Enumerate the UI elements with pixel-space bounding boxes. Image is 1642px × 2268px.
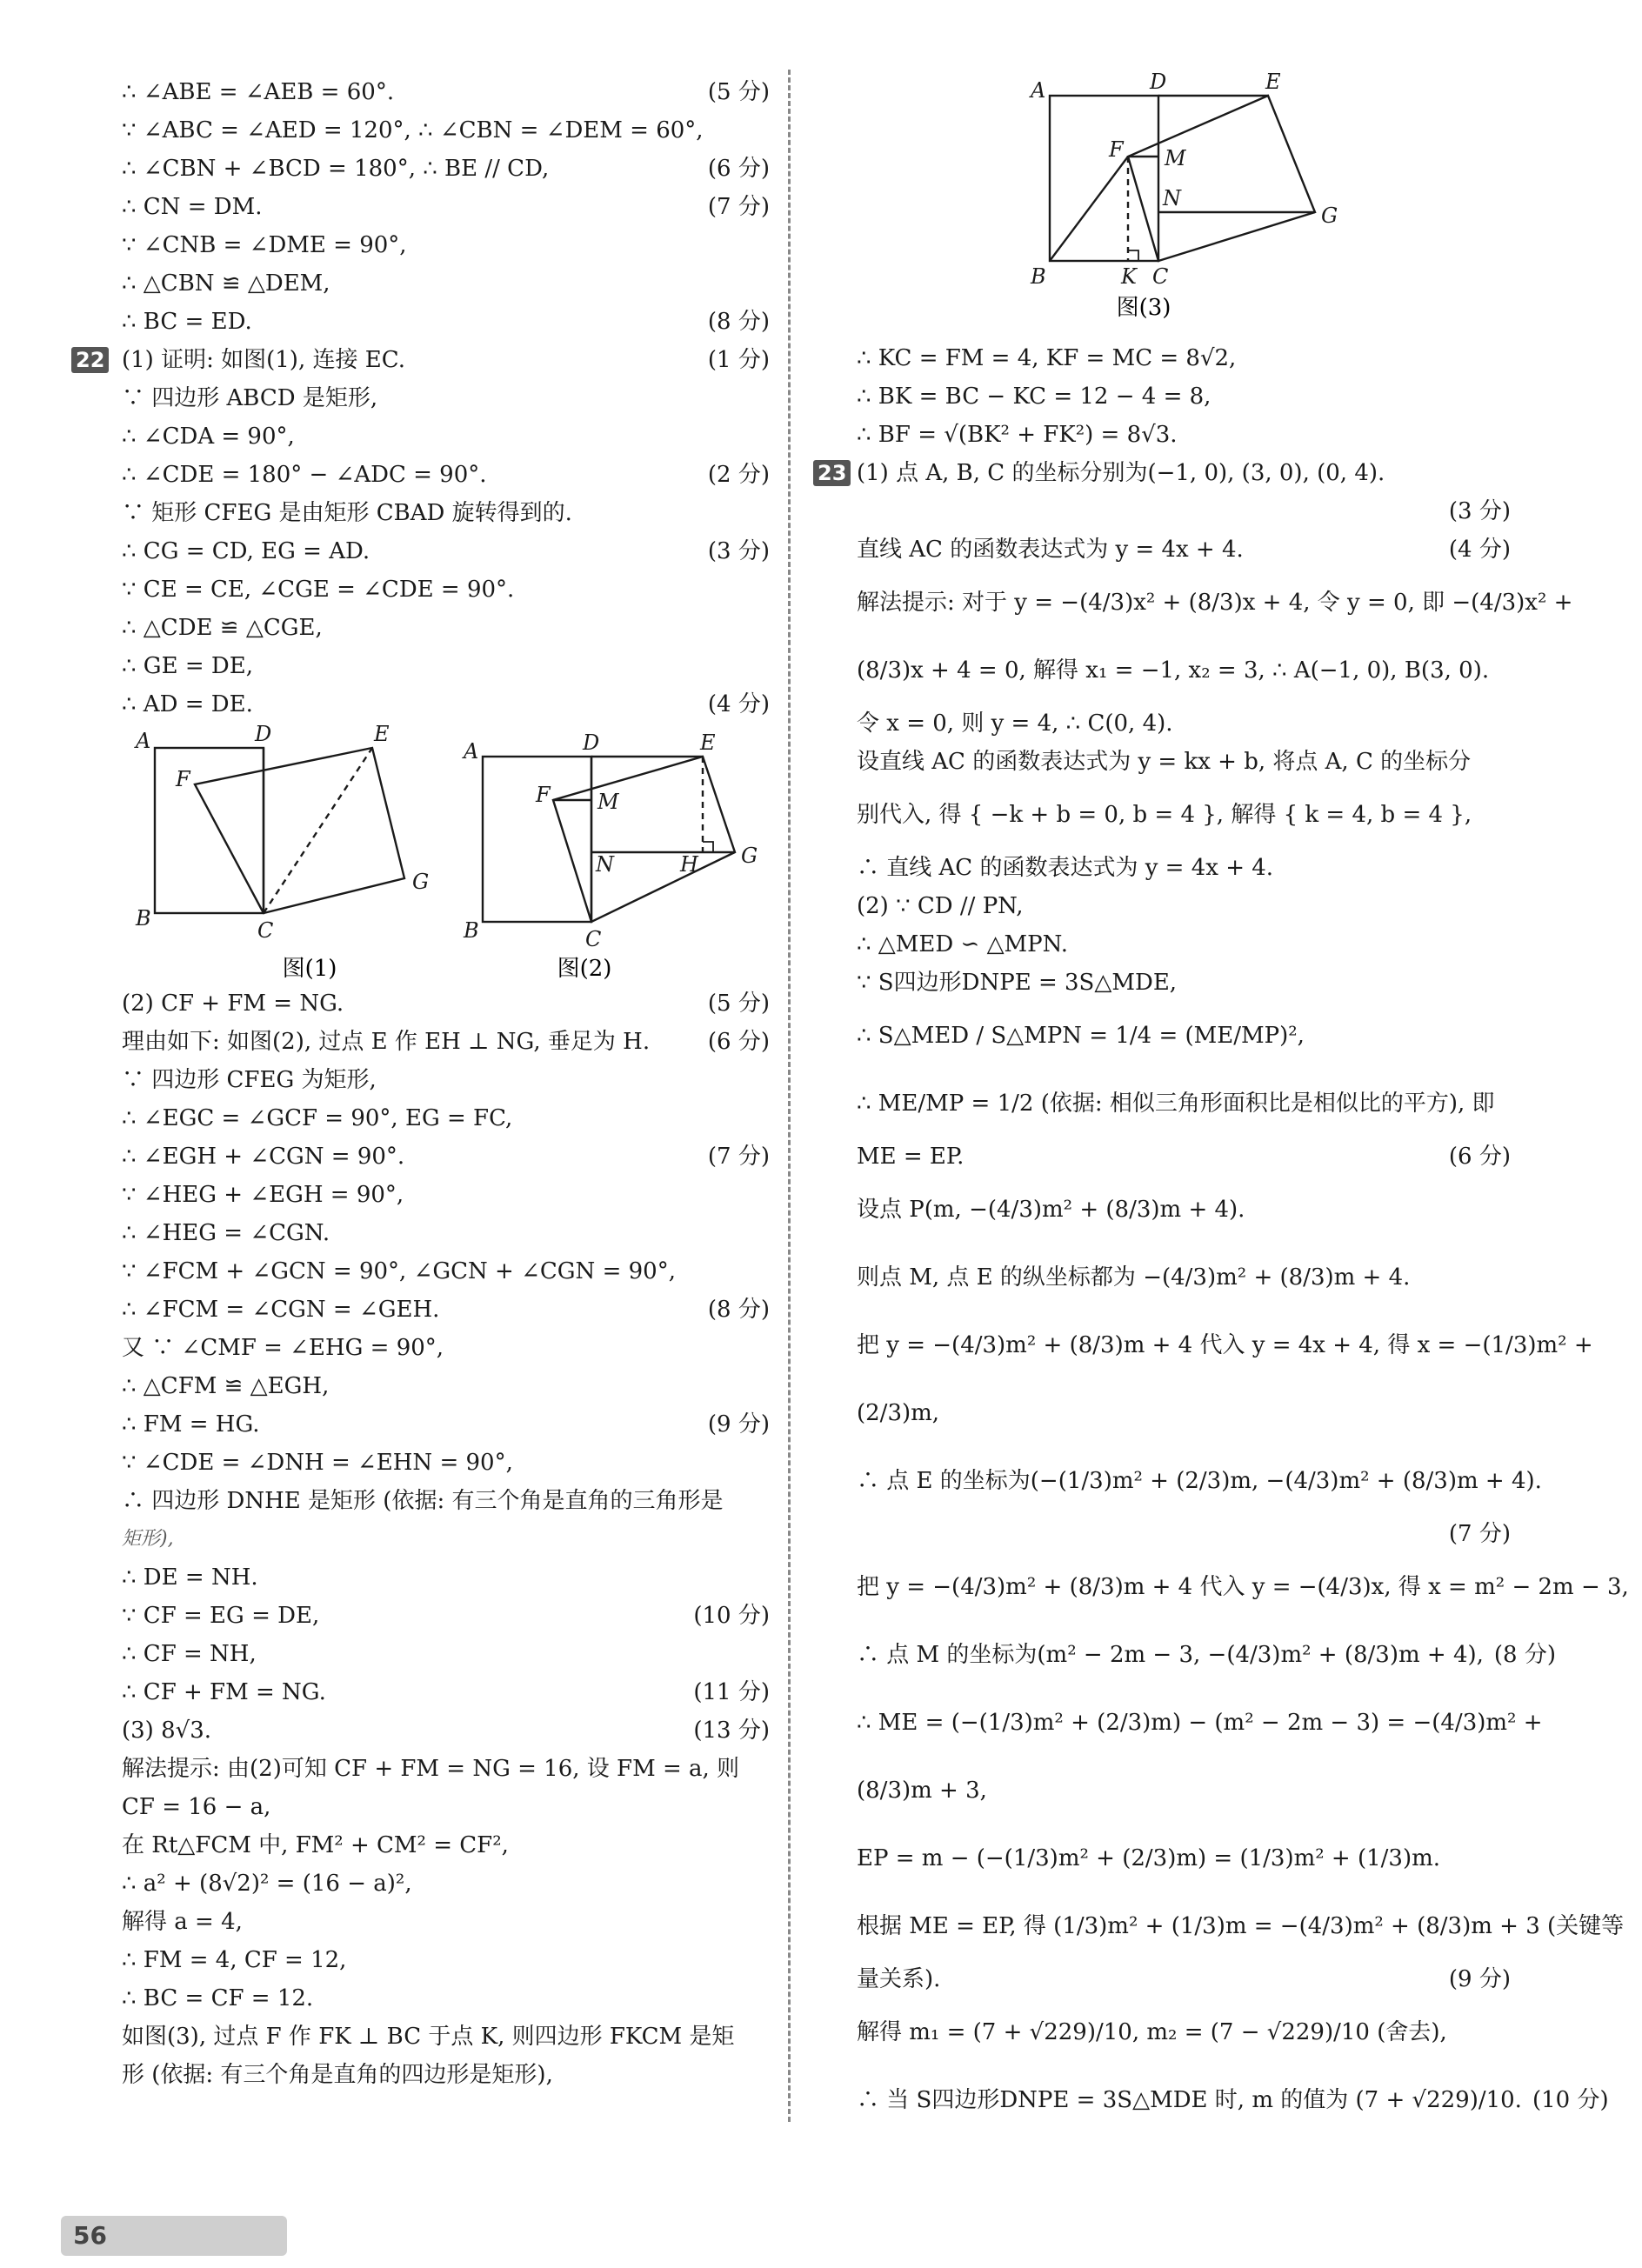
line-text: EP = m − (−(1/3)m² + (2/3)m) = (1/3)m² + (1/3)m.	[857, 1845, 1441, 1871]
solution-line	[857, 569, 1573, 637]
line-text: 令 x = 0, 则 y = 4, ∴ C(0, 4).	[857, 710, 1173, 737]
solution-line	[122, 1099, 770, 1137]
line-text: ∴ 当 S四边形DNPE = 3S△MDE 时, m 的值为 (7 + √229)/10.	[857, 2087, 1522, 2113]
solution-line	[857, 2066, 1609, 2134]
figure3-svg	[857, 66, 1511, 339]
score-mark: (4 分)	[707, 691, 770, 717]
score-mark: (3 分)	[707, 538, 770, 564]
solution-line	[122, 379, 770, 417]
line-text: 又 ∵ ∠CMF = ∠EHG = 90°,	[122, 1335, 444, 1361]
line-text: ∴ 四边形 DNHE 是矩形 (依据: 有三个角是直角的三角形是	[122, 1488, 724, 1514]
fig3-right-angle-k	[1128, 250, 1138, 261]
score-mark: (5 分)	[707, 991, 770, 1017]
solution-line	[857, 492, 1511, 530]
fig1-label-a: A	[136, 729, 151, 753]
fig2-label-h: H	[680, 852, 698, 877]
line-text: ME = EP.	[857, 1144, 965, 1170]
solution-line	[122, 73, 770, 111]
solution-line	[122, 1405, 770, 1444]
score-mark: (6 分)	[707, 156, 770, 182]
line-text: ∴ △CDE ≌ △CGE,	[122, 615, 323, 641]
line-text: 设直线 AC 的函数表达式为 y = kx + b, 将点 A, C 的坐标分	[857, 749, 1472, 775]
solution-line	[122, 609, 770, 647]
fig2-label-b: B	[464, 918, 479, 943]
solution-line	[857, 1447, 1542, 1515]
solution-line	[857, 887, 1511, 925]
solution-line	[122, 1329, 770, 1367]
line-text: ∴ CG = CD, EG = AD.	[122, 538, 370, 564]
line-text: ∵ ∠ABC = ∠AED = 120°, ∴ ∠CBN = ∠DEM = 60°,	[122, 117, 704, 143]
solution-line	[857, 1515, 1511, 1553]
solution-line	[857, 1137, 1511, 1176]
solution-line	[122, 984, 770, 1023]
column-divider	[788, 70, 791, 2122]
fig2-label-a: A	[464, 739, 479, 764]
question-number-23: 23	[813, 460, 851, 486]
line-text: ∴ CF + FM = NG.	[122, 1679, 326, 1705]
fig2-label-f: F	[536, 783, 551, 807]
fig3-label-n: N	[1163, 186, 1181, 210]
fig2-rect-abcd	[483, 757, 591, 922]
solution-line	[857, 339, 1511, 377]
score-mark: (7 分)	[707, 194, 770, 220]
solution-line	[122, 1558, 770, 1597]
line-text: ∴ ∠FCM = ∠CGN = ∠GEH.	[122, 1297, 440, 1323]
line-text: ∴ ∠HEG = ∠CGN.	[122, 1220, 330, 1246]
solution-line	[122, 1635, 770, 1673]
line-text: ∴ ∠CBN + ∠BCD = 180°, ∴ BE // CD,	[122, 156, 550, 182]
line-text: 解法提示: 由(2)可知 CF + FM = NG = 16, 设 FM = a, 则	[122, 1756, 740, 1782]
fig3-label-g: G	[1321, 203, 1338, 228]
question-number-22: 22	[71, 347, 109, 373]
solution-line	[857, 1176, 1511, 1244]
q23-lines	[857, 454, 1629, 2134]
fig3-label-k: K	[1121, 264, 1137, 289]
line-text: ∵ 四边形 CFEG 为矩形,	[122, 1067, 377, 1093]
solution-line	[122, 1252, 770, 1291]
line-text: (8/3)x + 4 = 0, 解得 x₁ = −1, x₂ = 3, ∴ A(−1, 0), B(3, 0).	[857, 657, 1490, 684]
line-text: ∴ BC = ED.	[122, 309, 252, 335]
q23-block	[818, 454, 1629, 2134]
line-text: 别代入, 得 { −k + b = 0, b = 4 }, 解得 { k = 4, b = 4 },	[857, 802, 1472, 828]
left-column	[76, 73, 770, 2094]
line-text: ∴ ∠CDE = 180° − ∠ADC = 90°.	[122, 462, 487, 488]
fig3-label-e: E	[1265, 70, 1281, 94]
fig3-label-d: D	[1150, 70, 1167, 94]
figure3-point-labels	[1029, 70, 1338, 289]
line-text: 则点 M, 点 E 的纵坐标都为 −(4/3)m² + (8/3)m + 4.	[857, 1264, 1411, 1291]
fig1-rect-cfeg	[195, 748, 404, 913]
solution-line	[857, 637, 1511, 704]
fig3-label-b: B	[1031, 264, 1046, 289]
fig2-label-n: N	[596, 852, 614, 877]
line-text: ∴ DE = NH.	[122, 1564, 258, 1591]
page-number-badge: 56	[61, 2216, 287, 2256]
fig2-label-d: D	[583, 730, 600, 755]
solution-line	[857, 1689, 1543, 1757]
solution-line	[857, 377, 1511, 416]
line-text: 如图(3), 过点 F 作 FK ⊥ BC 于点 K, 则四边形 FKCM 是矩	[122, 2024, 735, 2050]
figure3-caption: 图(3)	[1116, 295, 1171, 321]
score-mark: (8 分)	[1493, 1642, 1557, 1668]
solution-line	[122, 1214, 770, 1252]
line-text: ∴ CN = DM.	[122, 194, 263, 220]
fig2-rect-cfeg	[553, 757, 735, 922]
line-text: (3) 8√3.	[122, 1718, 212, 1744]
solution-line	[122, 417, 770, 456]
score-mark: (6 分)	[1448, 1144, 1511, 1170]
q22-tail-lines	[857, 339, 1511, 454]
line-text: 解法提示: 对于 y = −(4/3)x² + (8/3)x + 4, 令 y = 0, 即 −(4/3)x² +	[857, 590, 1573, 616]
fig2-label-m: M	[597, 790, 619, 814]
solution-line	[122, 1788, 770, 1826]
score-mark: (5 分)	[707, 79, 770, 105]
line-text: 把 y = −(4/3)m² + (8/3)m + 4 代入 y = 4x + 4, 得 x = −(1/3)m² +	[857, 1332, 1593, 1358]
line-text: ∴ △CFM ≌ △EGH,	[122, 1373, 330, 1399]
score-mark: (6 分)	[707, 1029, 770, 1055]
line-text: 直线 AC 的函数表达式为 y = 4x + 4.	[857, 537, 1244, 563]
solution-line	[122, 532, 770, 570]
solution-line	[122, 264, 770, 303]
q22-part1-lines	[122, 341, 770, 724]
solution-line	[122, 1826, 770, 1864]
solution-line	[122, 1750, 770, 1788]
line-text: ∴ KC = FM = 4, KF = MC = 8√2,	[857, 345, 1237, 371]
line-text: ∴ ∠CDA = 90°,	[122, 424, 295, 450]
solution-line	[122, 570, 770, 609]
solution-line	[857, 1824, 1511, 1892]
solution-line	[122, 303, 770, 341]
solution-line	[857, 454, 1511, 492]
line-text: 把 y = −(4/3)m² + (8/3)m + 4 代入 y = −(4/3)x, 得 x = m² − 2m − 3,	[857, 1574, 1629, 1600]
solution-line	[122, 1673, 770, 1711]
solution-line	[857, 964, 1511, 1002]
solution-line	[122, 111, 770, 150]
solution-line	[122, 1711, 770, 1750]
solution-line	[122, 1520, 770, 1558]
score-mark: (9 分)	[1448, 1966, 1511, 1992]
line-text: ∴ 点 M 的坐标为(m² − 2m − 3, −(4/3)m² + (8/3)m + 4),	[857, 1642, 1484, 1668]
score-mark: (7 分)	[1448, 1521, 1511, 1547]
solution-line	[857, 530, 1511, 569]
solution-line	[857, 1553, 1629, 1621]
line-text: ∵ S四边形DNPE = 3S△MDE,	[857, 970, 1178, 996]
solution-line	[857, 704, 1511, 743]
solution-line	[122, 188, 770, 226]
fig1-label-d: D	[255, 722, 272, 746]
line-text: ∴ ∠EGH + ∠CGN = 90°.	[122, 1144, 405, 1170]
solution-line	[857, 743, 1511, 781]
line-text: ∴ a² + (8√2)² = (16 − a)²,	[122, 1871, 412, 1897]
q21-tail-lines	[122, 73, 770, 341]
line-text: (2/3)m,	[857, 1400, 940, 1426]
line-text: ∵ ∠CDE = ∠DNH = ∠EHN = 90°,	[122, 1450, 513, 1476]
solution-line	[122, 685, 770, 724]
line-text: ∴ 直线 AC 的函数表达式为 y = 4x + 4.	[857, 855, 1274, 881]
line-text: ∴ ME/MP = 1/2 (依据: 相似三角形面积比是相似比的平方), 即	[857, 1091, 1495, 1117]
solution-line	[857, 925, 1511, 964]
score-mark: (11 分)	[693, 1679, 770, 1705]
line-text: ∴ CF = NH,	[122, 1641, 257, 1667]
solution-line	[122, 1176, 770, 1214]
figure-3	[857, 66, 1511, 339]
solution-line	[857, 1892, 1625, 1960]
fig3-label-a: A	[1031, 78, 1046, 103]
line-text: 在 Rt△FCM 中, FM² + CM² = CF²,	[122, 1832, 509, 1858]
line-text: ∵ CE = CE, ∠CGE = ∠CDE = 90°.	[122, 577, 515, 603]
solution-line	[122, 226, 770, 264]
line-text: 理由如下: 如图(2), 过点 E 作 EH ⊥ NG, 垂足为 H.	[122, 1029, 651, 1055]
line-text: CF = 16 − a,	[122, 1794, 271, 1820]
solution-line	[122, 1864, 770, 1903]
solution-line	[122, 494, 770, 532]
line-text: ∴ AD = DE.	[122, 691, 253, 717]
fig2-label-g: G	[741, 844, 758, 868]
line-text: 设点 P(m, −(4/3)m² + (8/3)m + 4).	[857, 1197, 1245, 1223]
line-text: 量关系).	[857, 1966, 941, 1992]
solution-line	[122, 456, 770, 494]
line-text: ∴ FM = 4, CF = 12,	[122, 1947, 347, 1973]
fig3-rect-cfeg	[1128, 96, 1315, 261]
solution-line	[122, 1903, 770, 1941]
line-text: (1) 点 A, B, C 的坐标分别为(−1, 0), (3, 0), (0, 4).	[857, 460, 1385, 486]
line-text: 形 (依据: 有三个角是直角的四边形是矩形),	[122, 2062, 553, 2088]
figures-1-2-svg	[122, 724, 770, 984]
solution-line	[857, 1070, 1511, 1137]
solution-line	[857, 781, 1511, 849]
fig2-label-e: E	[700, 730, 716, 755]
score-mark: (1 分)	[707, 347, 770, 373]
solution-line	[857, 1960, 1511, 1998]
solution-line	[122, 150, 770, 188]
line-text: (2) CF + FM = NG.	[122, 991, 344, 1017]
solution-line	[122, 647, 770, 685]
line-text: ∴ BF = √(BK² + FK²) = 8√3.	[857, 422, 1178, 448]
line-text: ∴ BC = CF = 12.	[122, 1985, 314, 2011]
line-text: 矩形),	[122, 1528, 174, 1550]
score-mark: (8 分)	[707, 309, 770, 335]
line-text: ∴ S△MED / S△MPN = 1/4 = (ME/MP)²,	[857, 1023, 1305, 1049]
line-text: ∴ ∠EGC = ∠GCF = 90°, EG = FC,	[122, 1105, 513, 1131]
solution-line	[122, 1597, 770, 1635]
solution-line	[857, 849, 1511, 887]
line-text: 根据 ME = EP, 得 (1/3)m² + (1/3)m = −(4/3)m² + (8/3)m + 3 (关键等	[857, 1913, 1625, 1939]
solution-line	[122, 1941, 770, 1979]
solution-line	[857, 416, 1511, 454]
solution-line	[857, 1998, 1511, 2066]
line-text: ∵ 四边形 ABCD 是矩形,	[122, 385, 378, 411]
solution-line	[122, 1137, 770, 1176]
fig3-label-c: C	[1152, 264, 1169, 289]
line-text: ∵ CF = EG = DE,	[122, 1603, 320, 1629]
line-text: ∴ △CBN ≌ △DEM,	[122, 270, 330, 297]
line-text: ∵ ∠HEG + ∠EGH = 90°,	[122, 1182, 404, 1208]
line-text: ∵ ∠CNB = ∠DME = 90°,	[122, 232, 407, 258]
score-mark: (2 分)	[707, 462, 770, 488]
solution-line	[122, 1061, 770, 1099]
fig1-label-f: F	[176, 767, 190, 791]
line-text: ∵ ∠FCM + ∠GCN = 90°, ∠GCN + ∠CGN = 90°,	[122, 1258, 676, 1284]
score-mark: (7 分)	[707, 1144, 770, 1170]
figures-1-2	[122, 724, 770, 984]
solution-line	[122, 1444, 770, 1482]
fig2-label-c: C	[585, 927, 602, 951]
fig1-label-g: G	[412, 870, 430, 894]
solution-line	[857, 1244, 1511, 1311]
line-text: ∵ 矩形 CFEG 是由矩形 CBAD 旋转得到的.	[122, 500, 572, 526]
figure1-caption: 图(1)	[282, 956, 337, 982]
line-text: ∴ BK = BC − KC = 12 − 4 = 8,	[857, 384, 1211, 410]
line-text: (8/3)m + 3,	[857, 1778, 987, 1804]
solution-line	[122, 341, 770, 379]
solution-line	[857, 1379, 1511, 1447]
solution-line	[857, 1757, 1511, 1824]
fig3-label-m: M	[1165, 146, 1186, 170]
score-mark: (3 分)	[1448, 498, 1511, 524]
solution-line	[122, 2056, 770, 2094]
line-text: 解得 a = 4,	[122, 1909, 243, 1935]
fig2-right-angle-h	[703, 842, 713, 852]
line-text: ∴ ME = (−(1/3)m² + (2/3)m) − (m² − 2m − 3) = −(4/3)m² +	[857, 1710, 1543, 1736]
fig3-label-f: F	[1109, 137, 1124, 162]
solution-line	[857, 1621, 1557, 1689]
line-text: (2) ∵ CD // PN,	[857, 893, 1024, 919]
line-text: (1) 证明: 如图(1), 连接 EC.	[122, 347, 405, 373]
line-text: ∴ ∠ABE = ∠AEB = 60°.	[122, 79, 395, 105]
score-mark: (9 分)	[707, 1411, 770, 1438]
solution-line	[122, 2018, 770, 2056]
fig1-dashed-ec	[264, 748, 372, 913]
solution-line	[122, 1367, 770, 1405]
solution-line	[122, 1979, 770, 2018]
fig3-line-bf	[1050, 157, 1128, 261]
fig1-label-c: C	[257, 918, 274, 943]
solution-line	[857, 1311, 1593, 1379]
score-mark: (13 分)	[693, 1718, 770, 1744]
fig1-label-b: B	[136, 906, 151, 931]
line-text: ∴ FM = HG.	[122, 1411, 260, 1438]
fig3-rect-abcd	[1050, 96, 1158, 261]
line-text: ∴ 点 E 的坐标为(−(1/3)m² + (2/3)m, −(4/3)m² + (8/3)m + 4).	[857, 1468, 1542, 1494]
solution-line	[122, 1482, 770, 1520]
line-text: ∴ GE = DE,	[122, 653, 253, 679]
line-text: ∴ △MED ∽ △MPN.	[857, 931, 1069, 957]
score-mark: (4 分)	[1448, 537, 1511, 563]
fig1-label-e: E	[374, 722, 390, 746]
score-mark: (10 分)	[693, 1603, 770, 1629]
figure2-caption: 图(2)	[557, 956, 612, 982]
q22-block	[76, 341, 770, 724]
score-mark: (8 分)	[707, 1297, 770, 1323]
q22-part2-lines	[122, 984, 770, 2094]
line-text: 解得 m₁ = (7 + √229)/10, m₂ = (7 − √229)/10 (舍去),	[857, 2019, 1447, 2045]
score-mark: (10 分)	[1532, 2087, 1609, 2113]
solution-line	[122, 1023, 770, 1061]
right-column	[818, 66, 1629, 2134]
solution-line	[857, 1002, 1511, 1070]
solution-line	[122, 1291, 770, 1329]
